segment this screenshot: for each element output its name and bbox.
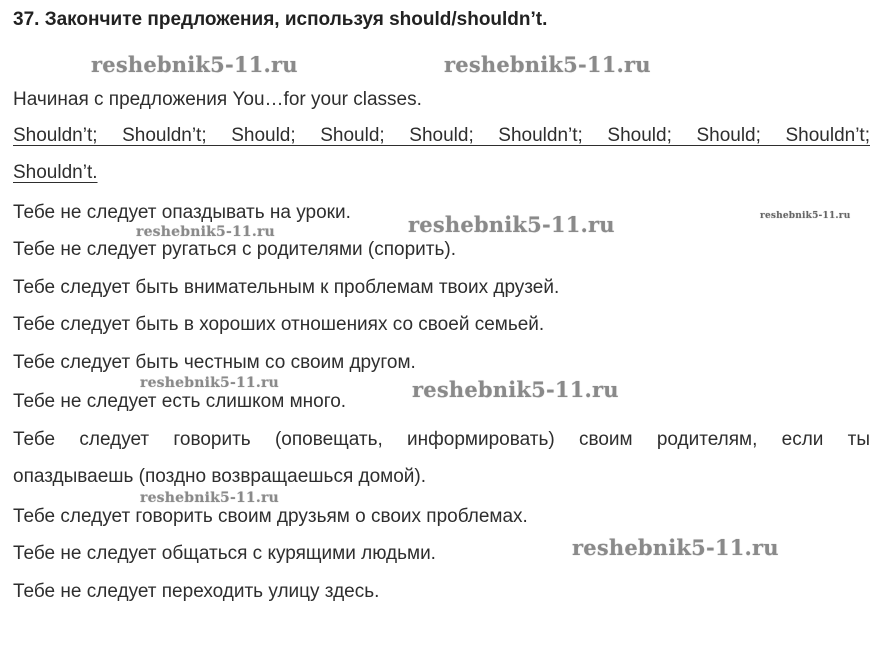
watermark-text: reshebnik5-11.ru [408,212,615,237]
watermark-text: reshebnik5-11.ru [91,52,298,77]
sentence-7-part-2: опаздываешь (поздно возвращаешься домой). [13,466,427,487]
exercise-title: 37. Закончите предложения, используя should/shouldn’t. [13,9,548,30]
sentence-8: Тебе следует говорить своим друзьям о своих проблемах. [13,506,528,527]
sentence-6: Тебе не следует есть слишком много. [13,391,347,412]
sentence-7-part-1: Тебе следует говорить (оповещать, информировать) своим родителям, если ты [13,429,870,450]
watermark-text: reshebnik5-11.ru [140,490,279,506]
sentence-1: Тебе не следует опаздывать на уроки. [13,202,351,223]
watermark-text: reshebnik5-11.ru [760,211,851,221]
intro-text: Начиная с предложения You…for your classes. [13,89,422,110]
watermark-text: reshebnik5-11.ru [412,377,619,402]
watermark-text: reshebnik5-11.ru [136,224,275,240]
sentence-2: Тебе не следует ругаться с родителями (спорить). [13,239,456,260]
answer-key-line-1: Shouldn’t; Shouldn’t; Should; Should; Should; Shouldn’t; Should; Should; Shouldn’t; [13,125,870,146]
sentence-9: Тебе не следует общаться с курящими людьми. [13,543,436,564]
watermark-text: reshebnik5-11.ru [140,375,279,391]
sentence-3: Тебе следует быть внимательным к проблемам твоих друзей. [13,277,560,298]
sentence-4: Тебе следует быть в хороших отношениях со своей семьей. [13,314,545,335]
watermark-text: reshebnik5-11.ru [572,535,779,560]
answer-key-line-2: Shouldn’t. [13,162,98,183]
sentence-5: Тебе следует быть честным со своим другом. [13,352,416,373]
watermark-text: reshebnik5-11.ru [444,52,651,77]
sentence-10: Тебе не следует переходить улицу здесь. [13,581,380,602]
